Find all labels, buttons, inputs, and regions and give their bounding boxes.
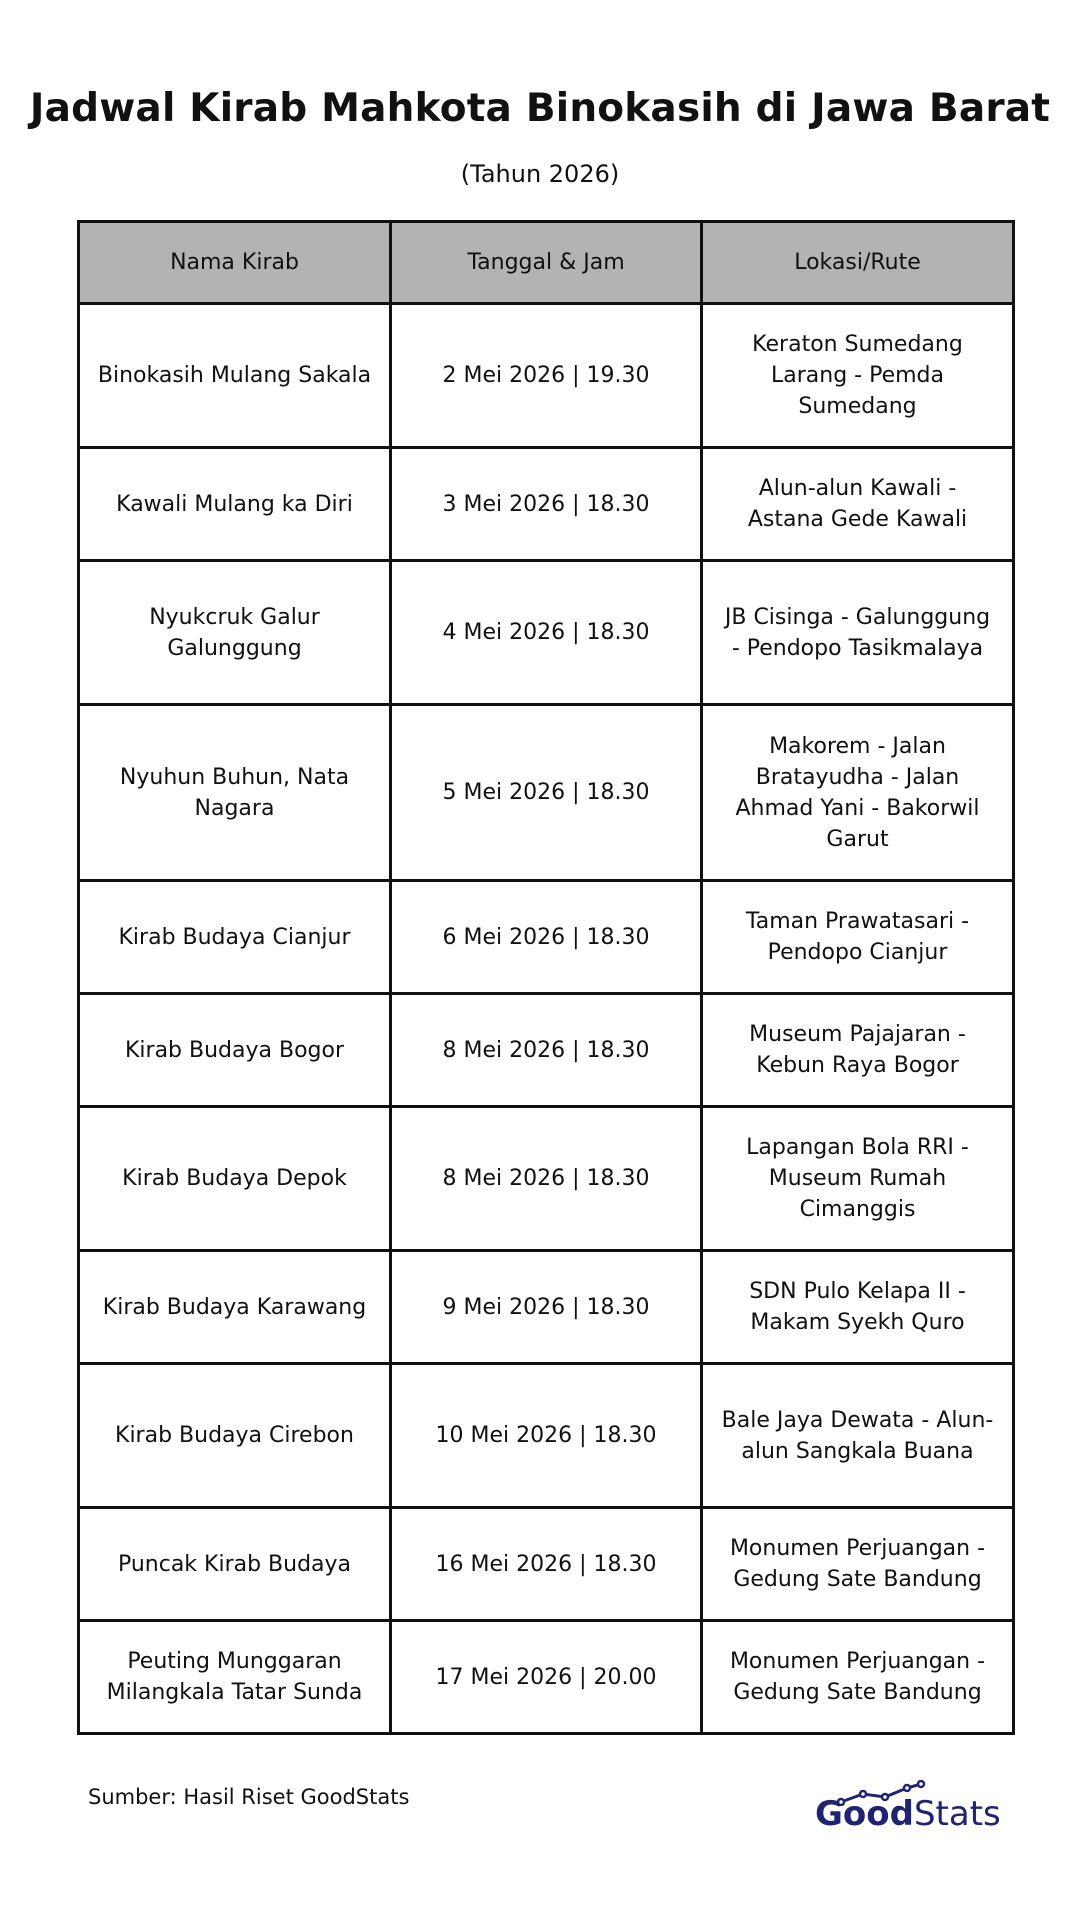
cell-datetime: 10 Mei 2026 | 18.30 xyxy=(391,1364,702,1508)
cell-route: Makorem - Jalan Bratayudha - Jalan Ahmad Yani - Bakorwil Garut xyxy=(702,705,1014,881)
table-row xyxy=(79,994,1014,1107)
table-row xyxy=(79,1508,1014,1621)
cell-datetime: 16 Mei 2026 | 18.30 xyxy=(391,1508,702,1621)
cell-name: Kirab Budaya Cianjur xyxy=(79,881,391,994)
cell-datetime: 17 Mei 2026 | 20.00 xyxy=(391,1621,702,1734)
column-header-route: Lokasi/Rute xyxy=(702,222,1014,304)
table-row xyxy=(79,1107,1014,1251)
cell-name: Nyuhun Buhun, Nata Nagara xyxy=(79,705,391,881)
cell-datetime: 3 Mei 2026 | 18.30 xyxy=(391,448,702,561)
goodstats-logo xyxy=(815,1780,1001,1840)
table-row xyxy=(79,1364,1014,1508)
column-header-datetime: Tanggal & Jam xyxy=(391,222,702,304)
table-row xyxy=(79,881,1014,994)
cell-name: Nyukcruk Galur Galunggung xyxy=(79,561,391,705)
cell-name: Kirab Budaya Bogor xyxy=(79,994,391,1107)
table-row xyxy=(79,448,1014,561)
cell-datetime: 8 Mei 2026 | 18.30 xyxy=(391,1107,702,1251)
cell-name: Binokasih Mulang Sakala xyxy=(79,304,391,448)
table-row xyxy=(79,1251,1014,1364)
table-row xyxy=(79,304,1014,448)
source-note: Sumber: Hasil Riset GoodStats xyxy=(88,1785,410,1809)
cell-datetime: 8 Mei 2026 | 18.30 xyxy=(391,994,702,1107)
cell-route: Taman Prawatasari - Pendopo Cianjur xyxy=(702,881,1014,994)
cell-name: Kawali Mulang ka Diri xyxy=(79,448,391,561)
cell-route: Keraton Sumedang Larang - Pemda Sumedang xyxy=(702,304,1014,448)
cell-route: JB Cisinga - Galunggung - Pendopo Tasikmalaya xyxy=(702,561,1014,705)
page-subtitle: (Tahun 2026) xyxy=(460,160,620,188)
cell-name: Kirab Budaya Depok xyxy=(79,1107,391,1251)
table-row xyxy=(79,561,1014,705)
cell-name: Peuting Munggaran Milangkala Tatar Sunda xyxy=(79,1621,391,1734)
page-title: Jadwal Kirab Mahkota Binokasih di Jawa Barat xyxy=(29,86,1051,131)
logo-word-good: Good xyxy=(815,1794,914,1834)
schedule-table xyxy=(77,220,1015,1735)
table-row xyxy=(79,1621,1014,1734)
cell-datetime: 2 Mei 2026 | 19.30 xyxy=(391,304,702,448)
cell-datetime: 5 Mei 2026 | 18.30 xyxy=(391,705,702,881)
table-header-row xyxy=(79,222,1014,304)
cell-route: Bale Jaya Dewata - Alun-alun Sangkala Buana xyxy=(702,1364,1014,1508)
cell-datetime: 6 Mei 2026 | 18.30 xyxy=(391,881,702,994)
logo-wordmark xyxy=(815,1794,1001,1834)
cell-route: Museum Pajajaran - Kebun Raya Bogor xyxy=(702,994,1014,1107)
cell-route: Monumen Perjuangan - Gedung Sate Bandung xyxy=(702,1621,1014,1734)
logo-word-stats: Stats xyxy=(913,1794,1001,1834)
table-row xyxy=(79,705,1014,881)
cell-datetime: 4 Mei 2026 | 18.30 xyxy=(391,561,702,705)
cell-route: Monumen Perjuangan - Gedung Sate Bandung xyxy=(702,1508,1014,1621)
cell-route: SDN Pulo Kelapa II - Makam Syekh Quro xyxy=(702,1251,1014,1364)
cell-name: Kirab Budaya Cirebon xyxy=(79,1364,391,1508)
cell-route: Alun-alun Kawali - Astana Gede Kawali xyxy=(702,448,1014,561)
cell-name: Kirab Budaya Karawang xyxy=(79,1251,391,1364)
cell-name: Puncak Kirab Budaya xyxy=(79,1508,391,1621)
column-header-name: Nama Kirab xyxy=(79,222,391,304)
cell-route: Lapangan Bola RRI - Museum Rumah Cimanggis xyxy=(702,1107,1014,1251)
cell-datetime: 9 Mei 2026 | 18.30 xyxy=(391,1251,702,1364)
